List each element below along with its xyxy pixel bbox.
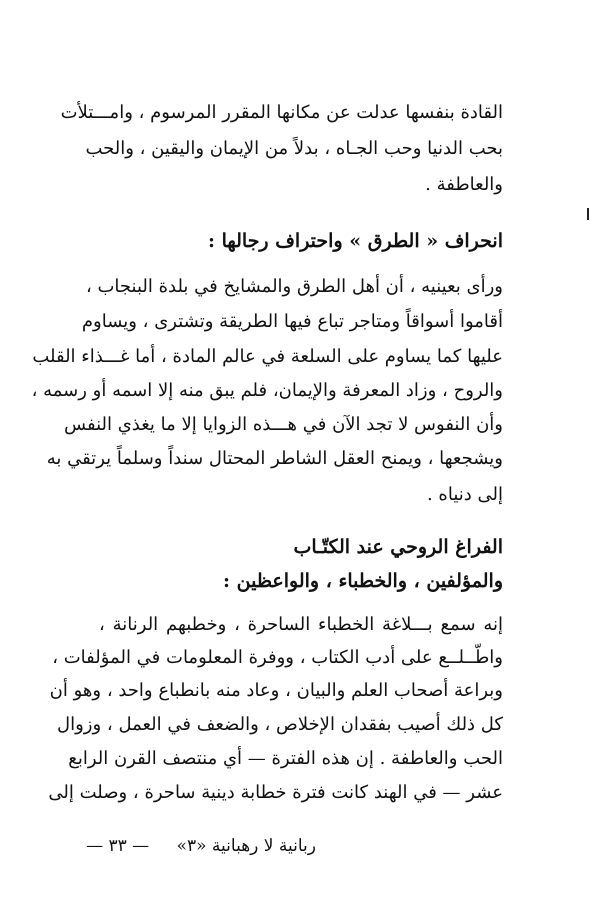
section1-line-6: ويشجعها ، ويمنح العقل الشاطر المحتال سنداً وسلماً يرتقي به [46,448,503,469]
section2-line-5: الحب والعاطفة . إن هذه الفترة — أي منتصف القرن الرابع [68,748,503,769]
intro-line-3: والعاطفة . [425,174,503,195]
page-number: — ٣٣ — [86,836,150,856]
section1-line-3: عليها كما يساوم على السلعة في عالم المادة ، أما غـــذاء القلب [32,346,503,367]
section2-line-2: واطّــلــع على أدب الكتاب ، ووفرة المعلومات في المؤلفات ، [52,647,503,668]
section1-line-7: إلى دنياه . [426,484,503,505]
section1-line-4: والروح ، وزاد المعرفة والإيمان، فلم يبق منه إلا اسمه أو رسمه ، [31,380,503,401]
section2-line-1: إنه سمع بـــلاغة الخطباء الساحرة ، وخطبهم الرنانة ، [99,614,503,635]
running-title: ربانية لا رهبانية «٣» [176,836,316,856]
section1-line-1: ورأى بعينيه ، أن أهل الطرق والمشايخ في بلدة البنجاب ، [85,276,503,297]
page-footer [36,834,316,858]
section1-line-2: أقاموا أسواقاً ومتاجر تباع فيها الطريقة وتشترى ، ويساوم [81,311,503,332]
section-heading-spiritual-void-2: والمؤلفين ، والخطباء ، والواعظين : [223,570,503,592]
page-edge-mark [587,208,589,220]
intro-line-2: بحب الدنيا وحب الجـاه ، بدلاً من الإيمان واليقين ، والحب [85,138,503,159]
section2-line-6: عشر — في الهند كانت فترة خطابة دينية ساحرة ، وصلت إلى [48,782,503,803]
section-heading-spiritual-void-1: الفراغ الروحي عند الكتّـاب [293,536,503,558]
section2-line-4: كل ذلك أصيب بفقدان الإخلاص ، والضعف في العمل ، وزوال [57,714,503,735]
section1-line-5: وأن النفوس لا تجد الآن في هـــذه الزوايا إلا ما يغذي النفس [64,414,503,435]
section-heading-turuq: انحراف « الطرق » واحتراف رجالها : [207,230,503,252]
section2-line-3: وبراعة أصحاب العلم والبيان ، وعاد منه بانطباع واحد ، وهو أن [49,680,503,701]
intro-line-1: القادة بنفسها عدلت عن مكانها المقرر المرسوم ، وامـــتلأت [60,102,503,123]
